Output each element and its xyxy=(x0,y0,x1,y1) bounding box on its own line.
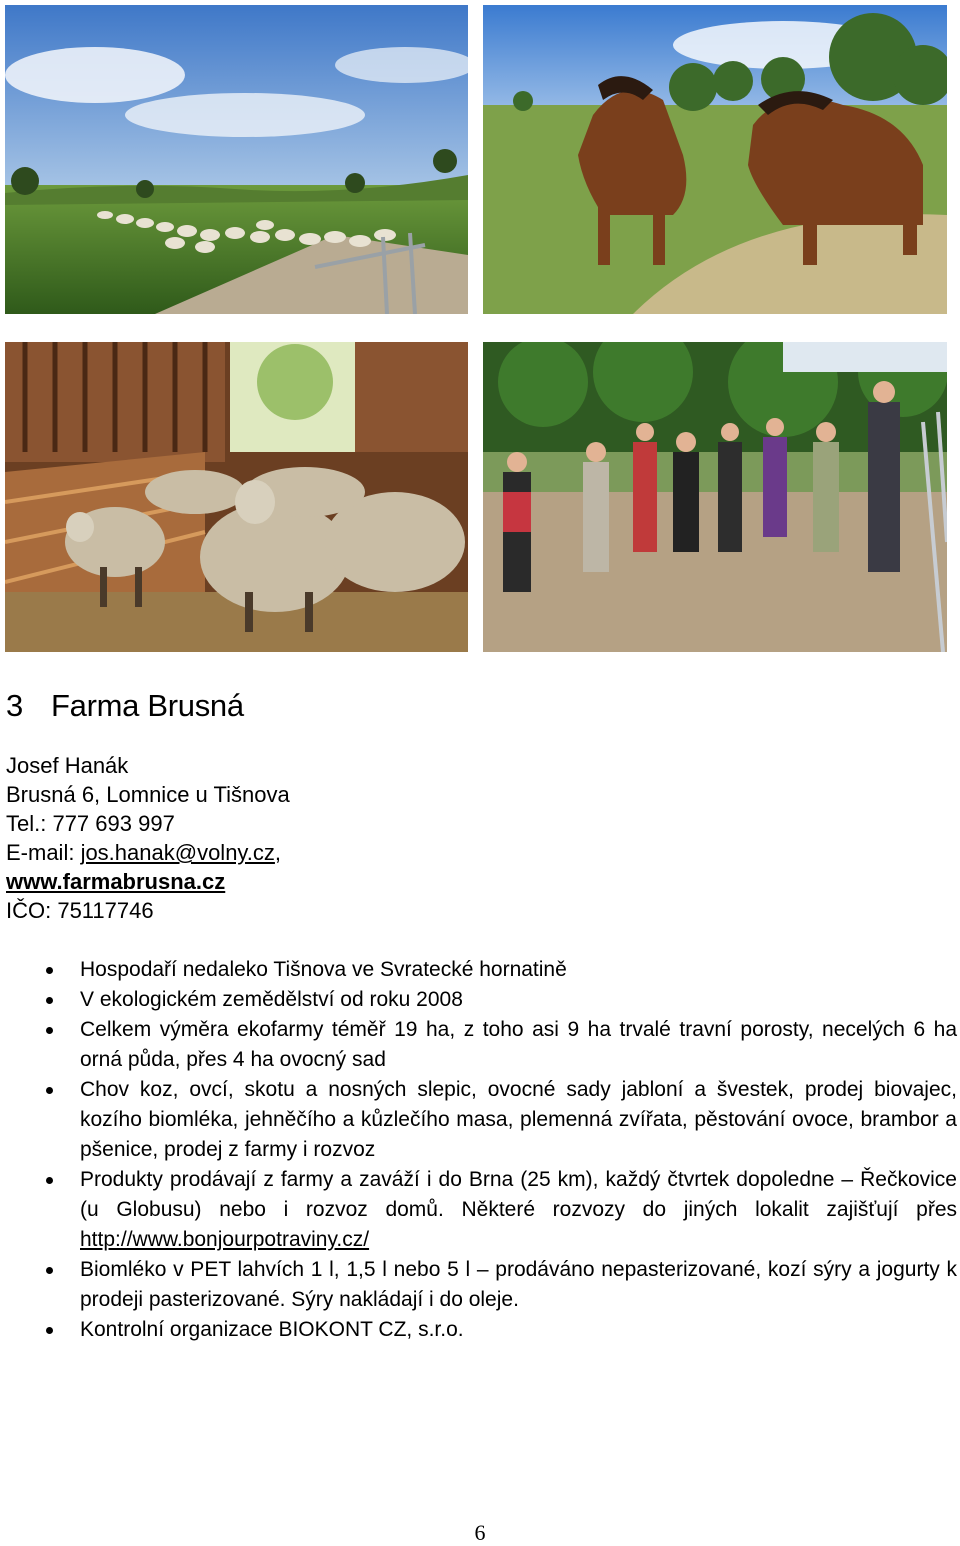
section-heading xyxy=(6,688,244,724)
contact-website-line xyxy=(6,867,290,896)
email-label: E-mail: xyxy=(6,840,81,865)
list-item-text: V ekologickém zemědělství od roku 2008 xyxy=(80,988,463,1011)
contact-ico: IČO: 75117746 xyxy=(6,898,154,923)
email-link[interactable]: jos.hanak@volny.cz xyxy=(80,840,275,865)
list-item xyxy=(80,1075,957,1165)
list-item-text: Chov koz, ovcí, skotu a nosných slepic, ovocné sady jabloní a švestek, prodej biovajec, kozího biomléka, jehněčího a kůzlečího masa, plemenná zvířata, pěstování ovoce, brambor a pšenice, prodej z farmy i rozvoz xyxy=(80,1078,957,1161)
contact-email-line xyxy=(6,838,290,867)
photo-horses xyxy=(483,5,947,314)
section-number: 3 xyxy=(6,688,23,723)
list-item xyxy=(80,1255,957,1315)
contact-block xyxy=(6,751,290,925)
email-suffix: , xyxy=(274,840,282,865)
bullet-icon xyxy=(46,1027,53,1034)
photo-sheep-barn xyxy=(5,342,468,652)
bullet-icon xyxy=(46,997,53,1004)
bonjour-link[interactable]: http://www.bonjourpotraviny.cz/ xyxy=(80,1228,370,1251)
list-item xyxy=(80,1015,957,1075)
page-number: 6 xyxy=(474,1520,486,1545)
bullet-icon xyxy=(46,1327,53,1334)
contact-phone: Tel.: 777 693 997 xyxy=(6,811,175,836)
list-item-text: Celkem výměra ekofarmy téměř 19 ha, z toho asi 9 ha trvalé travní porosty, necelých 6 ha orná půda, přes 4 ha ovocný sad xyxy=(80,1018,957,1071)
contact-name: Josef Hanák xyxy=(6,753,129,778)
list-item xyxy=(80,955,957,985)
list-item xyxy=(80,1315,957,1345)
contact-address: Brusná 6, Lomnice u Tišnova xyxy=(6,782,290,807)
bullet-icon xyxy=(46,1177,53,1184)
list-item-text: Hospodaří nedaleko Tišnova ve Svratecké hornatině xyxy=(80,958,567,981)
list-item-text: Produkty prodávají z farmy a zaváží i do Brna (25 km), každý čtvrtek dopoledne – Řečkovice (u Globusu) nebo i rozvoz domů. Některé rozvozy do jiných lokalit zajišťují přes xyxy=(80,1168,957,1221)
website-link[interactable]: www.farmabrusna.cz xyxy=(6,869,226,894)
bullet-icon xyxy=(46,967,53,974)
facts-list xyxy=(80,955,957,1345)
list-item xyxy=(80,1165,957,1255)
photo-sheep-pasture xyxy=(5,5,468,314)
section-title: Farma Brusná xyxy=(51,688,244,723)
list-item xyxy=(80,985,957,1015)
photo-visitors xyxy=(483,342,947,652)
list-item-text: Biomléko v PET lahvích 1 l, 1,5 l nebo 5 l – prodáváno nepasterizované, kozí sýry a jogurty k prodeji pasterizované. Sýry nakládají i do oleje. xyxy=(80,1258,957,1311)
bullet-icon xyxy=(46,1267,53,1274)
list-item-text: Kontrolní organizace BIOKONT CZ, s.r.o. xyxy=(80,1318,464,1341)
bullet-icon xyxy=(46,1087,53,1094)
